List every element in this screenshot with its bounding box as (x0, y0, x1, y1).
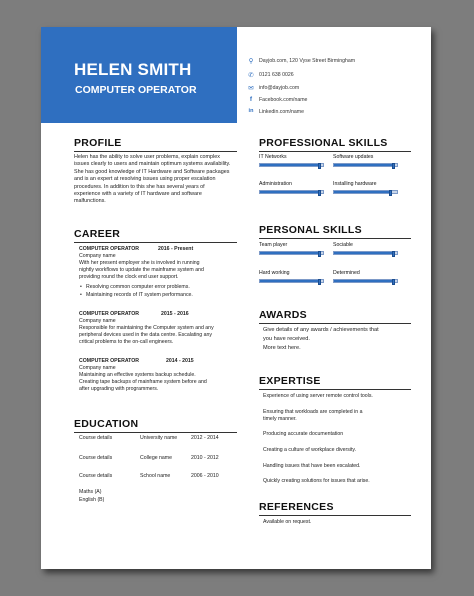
education-years: 2010 - 2012 (191, 455, 219, 461)
profile-heading: PROFILE (74, 137, 122, 149)
skill-label: Team player (259, 242, 288, 248)
location-pin-icon: ⚲ (248, 58, 254, 65)
job-description-line: after upgrading with programmers. (79, 386, 159, 392)
skill-bar (333, 279, 398, 283)
job-description-line: Responsible for maintaining the Computer system and any (79, 325, 214, 331)
education-school: College name (140, 455, 173, 461)
awards-heading: AWARDS (259, 309, 307, 321)
education-subject: English (B) (79, 497, 105, 503)
contact-email (248, 85, 300, 92)
contact-facebook-text: Facebook.com/name (259, 97, 308, 103)
education-school: University name (140, 435, 178, 441)
contact-email-text: info@dayjob.com (259, 85, 300, 91)
expertise-item: Producing accurate documentation (263, 431, 344, 437)
expertise-divider (259, 389, 411, 390)
skill-bar-handle (318, 279, 321, 285)
candidate-name: HELEN SMITH (74, 60, 192, 79)
skill-bar (333, 251, 398, 255)
skill-bar-handle (318, 190, 321, 196)
job-title: COMPUTER OPERATOR (79, 358, 140, 364)
expertise-item: Handling issues that have been escalated. (263, 463, 361, 469)
job-title: COMPUTER OPERATOR (75, 84, 197, 96)
education-course: Course details (79, 473, 113, 479)
education-subject: Maths (A) (79, 489, 102, 495)
email-icon: ✉ (248, 85, 254, 92)
job-description-line: Maintaining an effective systems backup schedule. (79, 372, 196, 378)
career-divider (74, 242, 237, 243)
skill-label: Hard working (259, 270, 290, 276)
job-description-line: peripheral devices used in the data centre. Escalating any (79, 332, 212, 338)
education-school: School name (140, 473, 171, 479)
personal-skills-divider (259, 238, 411, 239)
personal-skills-heading: PERSONAL SKILLS (259, 224, 362, 236)
linkedin-icon: in (248, 108, 254, 114)
job-description-line: Creating tape backups of mainframe system before and (79, 379, 207, 385)
expertise-item: Ensuring that workloads are completed in a (263, 409, 363, 415)
skill-bar-fill (334, 252, 394, 254)
job-dates: 2015 - 2016 (161, 311, 189, 317)
expertise-item: Experience of using server remote control tools. (263, 393, 373, 399)
skill-bar-fill (334, 191, 391, 193)
job-dates: 2016 - Present (158, 246, 194, 252)
skill-bar-fill (260, 252, 320, 254)
job-bullet: • Resolving common computer error problems. (86, 284, 190, 290)
name-banner (41, 27, 237, 123)
company-name: Company name (79, 365, 116, 371)
references-text: Available on request. (263, 519, 312, 525)
skill-label: Software updates (333, 154, 374, 160)
awards-divider (259, 323, 411, 324)
skill-bar-handle (318, 163, 321, 169)
skill-bar (259, 163, 324, 167)
contact-linkedin-text: Linkedin.com/name (259, 109, 304, 115)
profile-text: Helen has the ability to solve user problems, explain complex issues clearly to users and maintain optimum systems availability. She has good knowledge of IT Hardware and Software packages and is an expert at resolving issues using proper escalation procedures. In addition to this she has several years of experience with a variety of IT hardware and software malfunctions. (74, 154, 231, 205)
contact-phone-text: 0121 638 0026 (259, 72, 294, 78)
awards-line: you have received. (263, 336, 310, 342)
skill-bar-fill (334, 280, 394, 282)
job-dates: 2014 - 2015 (166, 358, 194, 364)
skill-bar (259, 251, 324, 255)
expertise-item: Quickly creating solutions for issues that arise. (263, 478, 370, 484)
skill-label: Determined (333, 270, 360, 276)
job-description-line: providing round the clock end user support. (79, 274, 179, 280)
skill-label: Administration (259, 181, 292, 187)
professional-skills-divider (259, 151, 411, 152)
phone-icon: ✆ (248, 72, 254, 79)
skill-bar (333, 163, 398, 167)
profile-divider (74, 151, 237, 152)
expertise-item: Creating a culture of workplace diversity. (263, 447, 357, 453)
education-heading: EDUCATION (74, 418, 139, 430)
company-name: Company name (79, 253, 116, 259)
company-name: Company name (79, 318, 116, 324)
contact-linkedin (248, 108, 304, 115)
skill-bar-fill (260, 164, 320, 166)
skill-bar-handle (392, 251, 395, 257)
education-years: 2006 - 2010 (191, 473, 219, 479)
job-description-line: With her present employer she is involved in running (79, 260, 200, 266)
expertise-item: timely manner. (263, 416, 297, 422)
skill-bar-handle (392, 163, 395, 169)
skill-bar-fill (260, 280, 320, 282)
contact-address-text: Dayjob.com, 120 Vyse Street Birmingham (259, 58, 356, 64)
job-bullet: • Maintaining records of IT system performance. (86, 292, 193, 298)
career-heading: CAREER (74, 228, 121, 240)
skill-label: Installing hardware (333, 181, 377, 187)
expertise-heading: EXPERTISE (259, 375, 321, 387)
skill-bar-fill (260, 191, 320, 193)
job-title: COMPUTER OPERATOR (79, 311, 140, 317)
education-divider (74, 432, 237, 433)
skill-bar-handle (389, 190, 392, 196)
education-course: Course details (79, 435, 113, 441)
resume-page (41, 27, 431, 569)
job-description-line: nightly workflows to update the mainframe system and (79, 267, 204, 273)
professional-skills-heading: PROFESSIONAL SKILLS (259, 137, 388, 149)
references-divider (259, 515, 411, 516)
skill-bar-handle (392, 279, 395, 285)
contact-address (248, 58, 356, 65)
skill-bar (259, 279, 324, 283)
skill-bar (333, 190, 398, 194)
education-course: Course details (79, 455, 113, 461)
awards-line: More text here. (263, 345, 301, 351)
skill-bar (259, 190, 324, 194)
skill-label: Sociable (333, 242, 353, 248)
contact-phone (248, 72, 294, 79)
skill-label: IT Networks (259, 154, 287, 160)
awards-line: Give details of any awards / achievements that (263, 327, 379, 333)
job-description-line: critical problems to the on-call engineers. (79, 339, 174, 345)
skill-bar-handle (318, 251, 321, 257)
contact-facebook (249, 96, 308, 103)
skill-bar-fill (334, 164, 394, 166)
facebook-icon: f (249, 96, 253, 103)
education-years: 2012 - 2014 (191, 435, 219, 441)
job-title: COMPUTER OPERATOR (79, 246, 140, 252)
references-heading: REFERENCES (259, 501, 334, 513)
